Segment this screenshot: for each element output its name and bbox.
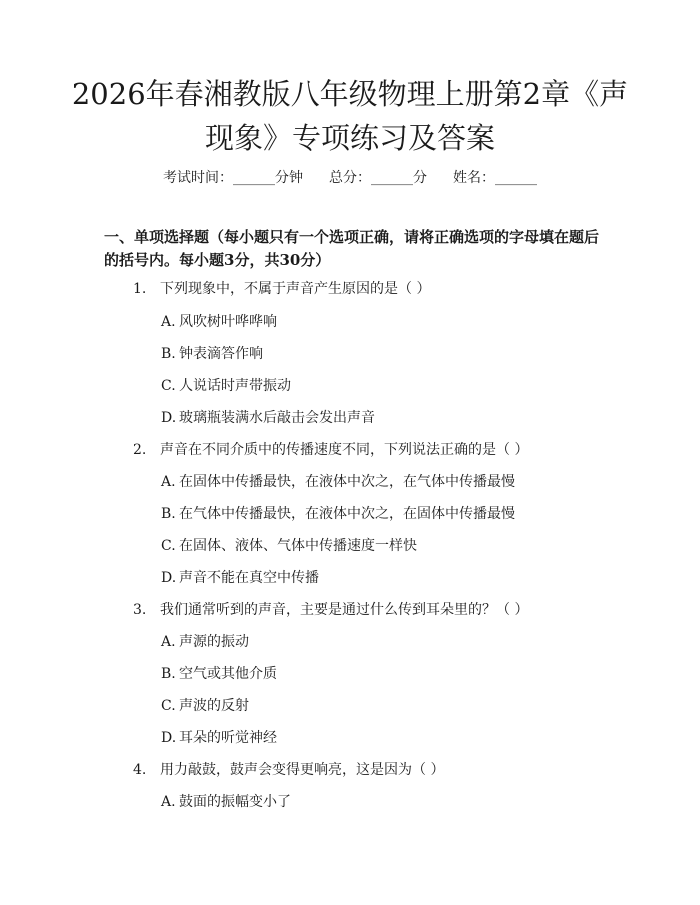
- option-text: 在固体中传播最快，在液体中次之，在气体中传播最慢: [179, 474, 515, 490]
- option-letter: D.: [161, 730, 177, 746]
- option-letter: A.: [161, 474, 176, 490]
- exam-time-field: 考试时间：______分钟: [163, 170, 303, 186]
- option-text: 在气体中传播最快，在液体中次之，在固体中传播最慢: [179, 506, 515, 522]
- option-text: 声音不能在真空中传播: [179, 570, 319, 586]
- question-text: 下列现象中，不属于声音产生原因的是（ ）: [160, 281, 431, 297]
- option-letter: C.: [161, 538, 176, 554]
- option-text: 风吹树叶哗哗响: [179, 314, 277, 330]
- question-number: 3.: [133, 602, 147, 618]
- name-field: 姓名：______: [453, 170, 537, 186]
- question-text: 用力敲鼓，鼓声会变得更响亮，这是因为（ ）: [160, 762, 445, 778]
- option-letter: A.: [161, 634, 176, 650]
- option-text: 声源的振动: [179, 634, 249, 650]
- option-text: 耳朵的听觉神经: [179, 730, 277, 746]
- option-letter: B.: [161, 666, 176, 682]
- question-number: 1.: [133, 281, 147, 297]
- option-letter: B.: [161, 506, 176, 522]
- question-text: 声音在不同介质中的传播速度不同，下列说法正确的是（ ）: [160, 442, 529, 458]
- option-letter: A.: [161, 794, 176, 810]
- option-text: 空气或其他介质: [179, 666, 277, 682]
- document-title: 2026年春湘教版八年级物理上册第2章《声现象》专项练习及答案: [71, 77, 629, 155]
- option-text: 玻璃瓶装满水后敲击会发出声音: [179, 410, 375, 426]
- option-letter: C.: [161, 698, 176, 714]
- option-letter: B.: [161, 346, 176, 362]
- option-text: 声波的反射: [179, 698, 249, 714]
- question-text: 我们通常听到的声音，主要是通过什么传到耳朵里的？（ ）: [160, 602, 529, 618]
- option-text: 钟表滴答作响: [179, 346, 263, 362]
- exam-info: [0, 168, 700, 188]
- option-text: 人说话时声带振动: [179, 378, 291, 394]
- section-title: 一、单项选择题（每小题只有一个选项正确，请将正确选项的字母填在题后的括号内。每小题3分，共30分）: [104, 228, 600, 269]
- option-text: 鼓面的振幅变小了: [179, 794, 291, 810]
- question-number: 4.: [133, 762, 147, 778]
- question-number: 2.: [133, 442, 147, 458]
- option-letter: C.: [161, 378, 176, 394]
- total-score-field: 总分：______分: [329, 170, 427, 186]
- option-text: 在固体、液体、气体中传播速度一样快: [179, 538, 417, 554]
- option-letter: D.: [161, 570, 177, 586]
- option-letter: A.: [161, 314, 176, 330]
- option-letter: D.: [161, 410, 177, 426]
